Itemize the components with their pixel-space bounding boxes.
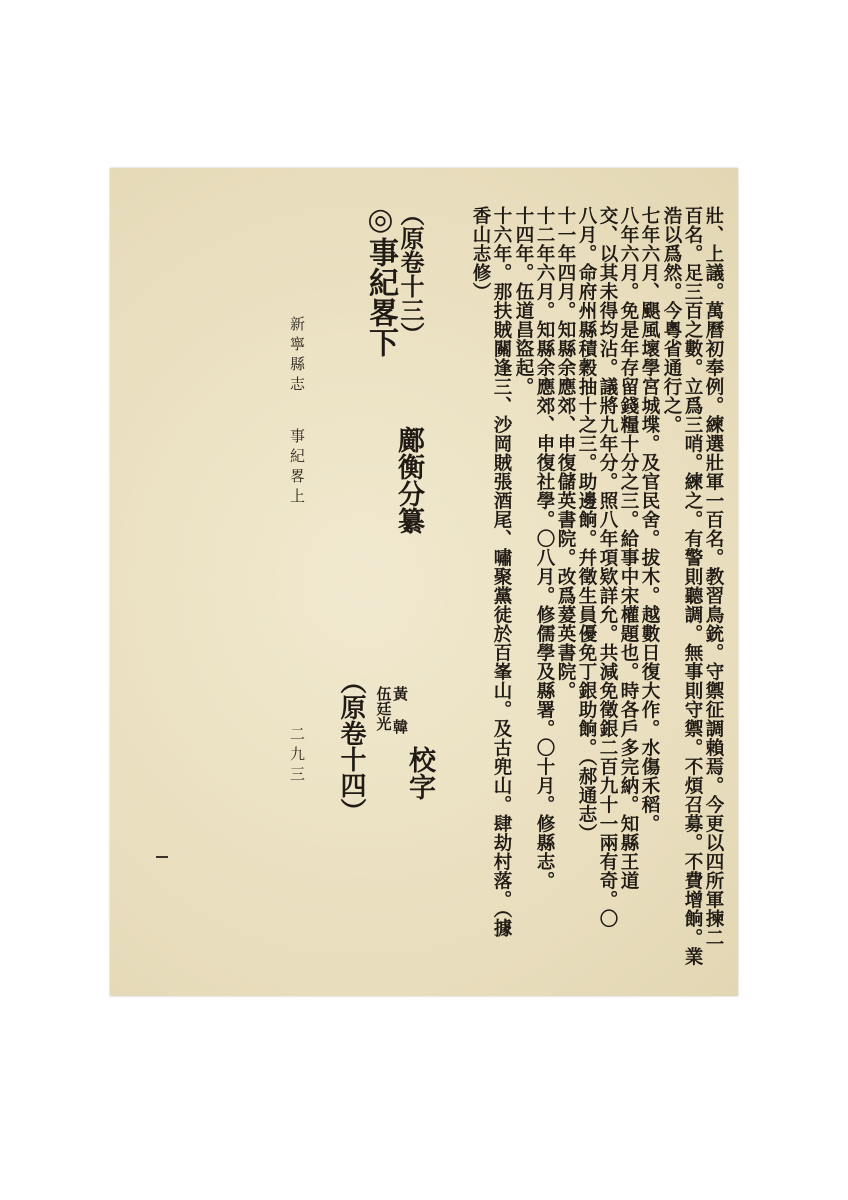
source-note-next: （原卷十四） bbox=[336, 668, 366, 824]
text-column: 香山志修） bbox=[470, 206, 491, 301]
book-title: 新寧縣志 bbox=[288, 316, 306, 396]
text-column: 百名。足三百之數。立爲三哨。練之。有警則聽調。無事則守禦。不煩召募。不費增餉。業 bbox=[682, 206, 703, 966]
section-title: 事紀畧上 bbox=[288, 428, 306, 508]
text-column: 十一年四月。知縣余應郊、申復儲英書院。改爲萲英書院。 bbox=[555, 206, 576, 700]
text-column: 七年六月、颶風壞學宮城堞。及官民舍。拔木。越數日復大作。水傷禾稻。 bbox=[639, 206, 660, 833]
text-column: 十六年。那扶賊關逢三、沙岡賊張酒尾、嘯聚黨徒於百峯山。及古兜山。肆劫村落。（據 bbox=[491, 206, 512, 938]
stray-mark bbox=[156, 856, 168, 858]
editor-name: 伍廷光 bbox=[374, 686, 393, 731]
compiler-credit: 鄺衡分纂 bbox=[393, 426, 424, 534]
page-number: 二九三 bbox=[288, 726, 306, 786]
section-heading: ◎事紀畧下 bbox=[363, 202, 398, 357]
editor-name: 黃 韓 bbox=[391, 686, 409, 734]
text-column: 十二年六月。知縣余應郊、申復社學。〇八月。修儒學及縣署。〇十月。修縣志。 bbox=[534, 206, 555, 890]
editor-role: 校字 bbox=[404, 746, 435, 800]
text-column: 八年六月。免是年存留錢糧十分之三。給事中宋權題也。時各戶多完納。知縣王道 bbox=[618, 206, 639, 890]
text-column: 浩以爲然。今粵省通行之。 bbox=[661, 206, 682, 434]
text-column: 八月。命府州縣積穀抽十之三。助邊餉。幷徵生員優免丁銀助餉。（郝通志） bbox=[576, 206, 597, 843]
paper-sheet bbox=[110, 168, 738, 996]
text-column: 壯、上議。萬曆初奉例。練選壯軍一百名。教習鳥銃。守禦征調賴焉。今更以四所軍揀二 bbox=[703, 206, 724, 947]
running-footer bbox=[287, 316, 308, 508]
editor-credit bbox=[375, 686, 408, 734]
source-note-prev: （原卷十三） bbox=[396, 202, 425, 346]
text-column: 交、以其未得均沾。議將九年分。照八年項欵詳允。共減免徵銀二百九十一兩有奇。〇 bbox=[597, 206, 618, 928]
text-column: 十四年。伍道昌盜起。 bbox=[513, 206, 534, 396]
